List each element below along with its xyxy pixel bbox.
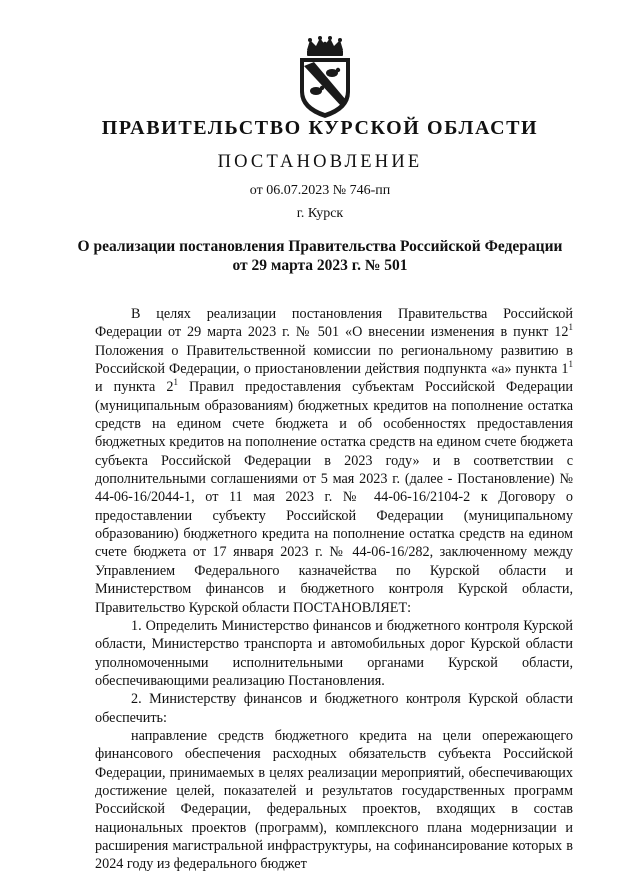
document-body bbox=[95, 305, 573, 874]
clause-2-item-paragraph: направление средств бюджетного кредита на цели опережающего финансового обеспечения расходных обязательств субъекта Российской Федерации, принимаемых в целях реализации мероприятий, обеспечивающих достижение целей, показателей и результатов государственных программ Российской Федерации, федеральных проектов, входящих в состав национальных проектов (программ), комплексного плана модернизации и расширения магистральной инфраструктуры, на софинансирование которых в 2024 году из федерального бюджет bbox=[95, 727, 573, 873]
coat-of-arms-icon bbox=[290, 36, 360, 120]
preamble-text-c: и пункта 2 bbox=[95, 379, 174, 396]
document-type: ПОСТАНОВЛЕНИЕ bbox=[217, 152, 423, 172]
clause-2-paragraph: 2. Министерству финансов и бюджетного контроля Курской области обеспечить: bbox=[95, 691, 573, 726]
document-subject bbox=[60, 237, 580, 275]
document-city: г. Курск bbox=[296, 206, 344, 221]
superscript: 1 bbox=[173, 377, 178, 388]
superscript: 1 bbox=[568, 322, 573, 333]
preamble-paragraph bbox=[95, 305, 573, 617]
preamble-text-b: Положения о Правительственной комиссии по региональному развитию в Российской Федерации, о приостановлении действия подпункта «а» пункта 1 bbox=[95, 342, 573, 378]
clause-1-paragraph: 1. Определить Министерство финансов и бюджетного контроля Курской области, Министерство транспорта и автомобильных дорог Курской области уполномоченными исполнительными органами Курской области, обеспечивающими реализацию Постановления. bbox=[95, 617, 573, 689]
document-date-number: от 06.07.2023 № 746-пп bbox=[249, 183, 391, 198]
subject-line-2: от 29 марта 2023 г. № 501 bbox=[232, 257, 408, 274]
government-title: ПРАВИТЕЛЬСТВО КУРСКОЙ ОБЛАСТИ bbox=[101, 117, 539, 139]
preamble-text-d: Правил предоставления субъектам Российской Федерации (муниципальным образованиям) бюджетных кредитов на пополнение остатка средств на едином счете бюджета и об особенностях предоставления бюджетных кредитов на пополнение остатка средств на едином счете бюджета субъекта Российской Федерации в 2023 году» и в соответствии с дополнительными соглашениями от 5 мая 2023 г. (далее - Постановление) № 44-06-16/2044-1, от 11 мая 2023 г. № 44-06-16/2104-2 к Договору о предоставлении субъекту Российской Федерации (муниципальному образованию) бюджетного кредита на пополнение остатка средств на едином счете бюджета от 17 января 2023 г. № 44-06-16/282, заключенному между Управлением Федерального казначейства по Курской области и Министерством финансов и бюджетного контроля Курской области, Правительство Курской области ПОСТАНОВЛЯЕТ: bbox=[95, 379, 573, 616]
preamble-text-a: В целях реализации постановления Правительства Российской Федерации от 29 марта 2023 г. № 501 «О внесении изменения в пункт 12 bbox=[95, 306, 573, 341]
superscript: 1 bbox=[568, 359, 573, 370]
subject-line-1: О реализации постановления Правительства Российской Федерации bbox=[77, 238, 563, 255]
